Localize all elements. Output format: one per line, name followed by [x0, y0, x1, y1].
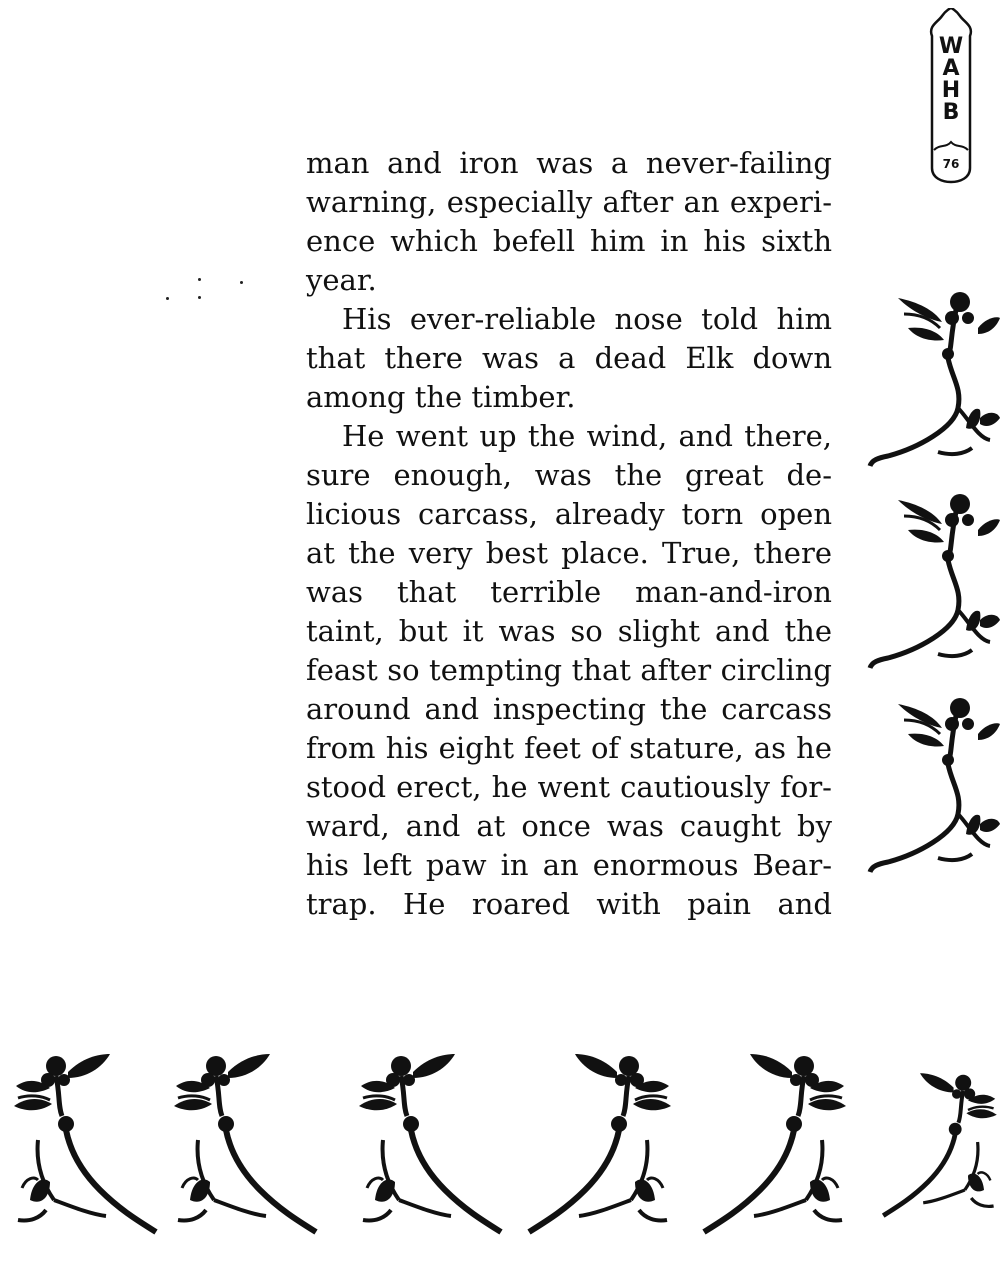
text-line: man and iron was a never-failing	[306, 146, 832, 180]
ink-speck	[166, 297, 169, 300]
flower-sprig-icon	[355, 1050, 505, 1250]
ink-speck	[240, 281, 243, 284]
text-line: ward, and at once was caught by	[306, 809, 832, 843]
flower-sprig-icon	[170, 1050, 320, 1250]
right-border-ornament	[868, 288, 1000, 478]
badge-letter: A	[942, 56, 960, 81]
bottom-border-ornament	[355, 1050, 505, 1250]
flower-sprig-icon	[700, 1050, 850, 1250]
text-line: stood erect, he went cautiously for-	[306, 770, 832, 804]
ink-speck	[198, 296, 201, 299]
flower-sprig-icon	[868, 490, 1000, 680]
body-text	[306, 144, 832, 924]
text-line: sure enough, was the great de-	[306, 458, 832, 492]
bottom-border-ornament	[700, 1050, 850, 1250]
text-line: year.	[306, 263, 377, 297]
text-line: His ever-reliable nose told him	[342, 302, 832, 336]
flower-sprig-icon	[525, 1050, 675, 1250]
flower-sprig-icon	[880, 1050, 1000, 1250]
flower-sprig-icon	[10, 1050, 160, 1250]
ink-speck	[198, 278, 201, 281]
text-line: his left paw in an enormous Bear-	[306, 848, 832, 882]
text-line: trap. He roared with pain and	[306, 887, 832, 921]
text-line: ence which befell him in his sixth	[306, 224, 832, 258]
text-line: around and inspecting the carcass	[306, 692, 832, 726]
text-line: that there was a dead Elk down	[306, 341, 832, 375]
right-border-ornament	[868, 694, 1000, 884]
flower-sprig-icon	[868, 288, 1000, 478]
bottom-border-ornament	[10, 1050, 160, 1250]
right-border-ornament	[868, 490, 1000, 680]
text-line: warning, especially after an experi-	[306, 185, 832, 219]
badge-letter: B	[942, 100, 960, 125]
badge-letter: H	[941, 78, 961, 103]
text-line: feast so tempting that after circling	[306, 653, 832, 687]
text-line: taint, but it was so slight and the	[306, 614, 832, 648]
badge-letter: W	[938, 34, 964, 59]
page-number: 76	[942, 157, 960, 171]
text-line: among the timber.	[306, 380, 576, 414]
text-line: at the very best place. True, there	[306, 536, 832, 570]
text-line: He went up the wind, and there,	[342, 419, 832, 453]
text-line: licious carcass, already torn open	[306, 497, 832, 531]
text-line: from his eight feet of stature, as he	[306, 731, 832, 765]
bottom-border-ornament	[170, 1050, 320, 1250]
bottom-border-ornament	[880, 1050, 1000, 1250]
flower-sprig-icon	[868, 694, 1000, 884]
text-line: was that terrible man-and-iron	[306, 575, 832, 609]
badge-letters	[920, 36, 982, 124]
page-badge	[920, 8, 982, 184]
bottom-border-ornament	[525, 1050, 675, 1250]
